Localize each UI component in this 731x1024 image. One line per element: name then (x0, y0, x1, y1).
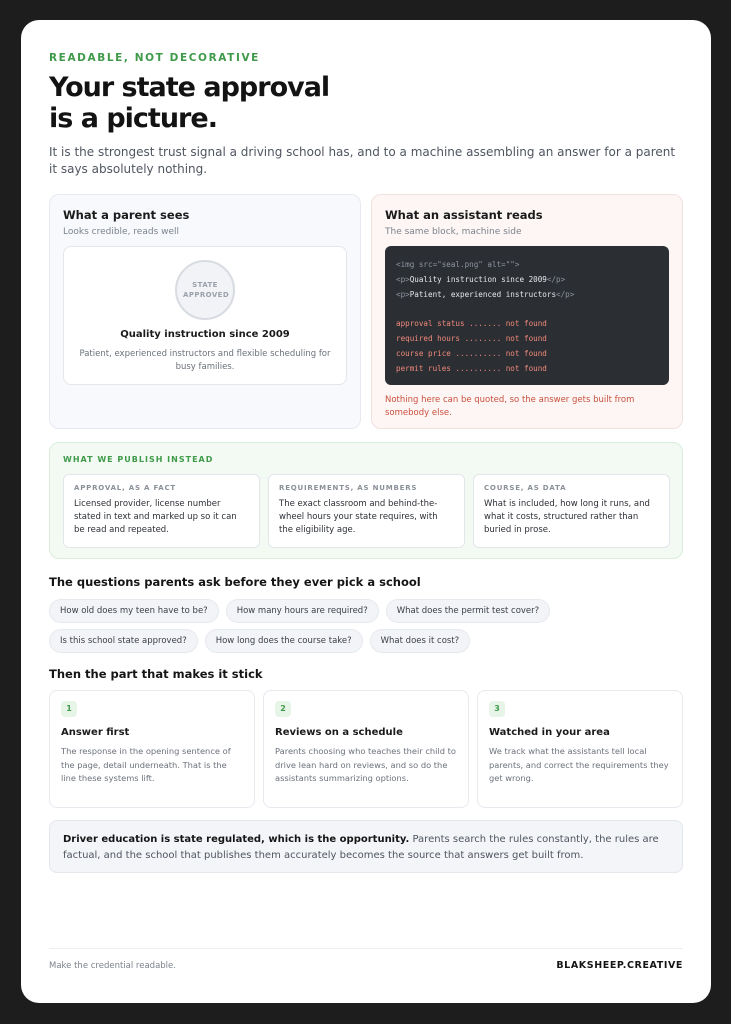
title-line-2: is a picture. (49, 103, 217, 134)
step-number: 1 (61, 701, 77, 717)
code-line: <p>Patient, experienced instructors</p> (396, 290, 575, 299)
code-result-line: course price .......... not found (396, 349, 547, 358)
card-label: COURSE, AS DATA (484, 484, 567, 492)
question-chips-row-1 (49, 599, 683, 623)
step-title: Reviews on a schedule (275, 727, 403, 738)
panel-title: What an assistant reads (385, 208, 543, 222)
assistant-view-panel (371, 194, 683, 429)
step-number: 2 (275, 701, 291, 717)
card-body: Licensed provider, license number stated in text and marked up so it can be read and repeated. (74, 499, 237, 535)
title-line-1: Your state approval (49, 72, 330, 103)
card-label: APPROVAL, AS A FACT (74, 484, 177, 492)
step-body: The response in the opening sentence of the page, detail underneath. That is the line these systems lift. (61, 746, 231, 783)
panel-subtitle: Looks credible, reads well (63, 227, 180, 237)
website-preview (63, 246, 347, 385)
preview-headline: Quality instruction since 2009 (120, 329, 290, 340)
step-card (477, 690, 683, 808)
code-result-line: approval status ....... not found (396, 319, 547, 328)
card-body: The exact classroom and behind-the-wheel hours your state requires, with the eligibility age. (279, 499, 438, 535)
card-label: REQUIREMENTS, AS NUMBERS (279, 484, 418, 492)
footer-tagline: Make the credential readable. (49, 961, 176, 971)
code-line: <img src="seal.png" alt=""> (396, 260, 520, 269)
lede: It is the strongest trust signal a driving school has, and to a machine assembling an answer for a parent it says absolutely nothing. (49, 145, 676, 176)
question-chip: What does the permit test cover? (386, 599, 550, 623)
panel-subtitle: The same block, machine side (385, 227, 522, 237)
step-title: Watched in your area (489, 727, 610, 738)
seal-text: STATE APPROVED (183, 281, 230, 299)
steps (49, 690, 683, 808)
question-chip: How long does the course take? (205, 629, 363, 653)
question-chip: How many hours are required? (226, 599, 379, 623)
step-card (49, 690, 255, 808)
section-label: WHAT WE PUBLISH INSTEAD (63, 455, 214, 464)
stick-title: Then the part that makes it stick (49, 667, 263, 681)
question-chip: How old does my teen have to be? (49, 599, 219, 623)
parent-view-panel (49, 194, 361, 429)
code-block (385, 246, 669, 385)
panel-footnote: Nothing here can be quoted, so the answer gets built from somebody else. (385, 395, 635, 418)
code-result-line: permit rules .......... not found (396, 364, 547, 373)
publish-card (63, 474, 260, 548)
step-card (263, 690, 469, 808)
callout-rest: Parents search the rules constantly, the rules are factual, and the school that publishes them accurately becomes the source that answers get built from. (63, 834, 659, 861)
publish-instead-section (49, 442, 683, 559)
footer-brand: BLAKSHEEP.CREATIVE (556, 960, 683, 971)
page-title (49, 72, 649, 134)
card-body: What is included, how long it runs, and what it costs, structured rather than buried in prose. (484, 499, 650, 535)
questions-title: The questions parents ask before they ever pick a school (49, 575, 421, 589)
step-title: Answer first (61, 727, 130, 738)
preview-body: Patient, experienced instructors and flexible scheduling for busy families. (79, 349, 331, 372)
step-body: We track what the assistants tell local parents, and correct the requirements they get wrong. (489, 746, 669, 783)
publish-card (473, 474, 670, 548)
question-chips-row-2 (49, 629, 683, 653)
panel-title: What a parent sees (63, 208, 190, 222)
publish-cards (63, 474, 670, 548)
callout-lead: Driver education is state regulated, which is the opportunity. (63, 834, 410, 845)
question-chip: What does it cost? (370, 629, 471, 653)
page (21, 20, 711, 1003)
step-body: Parents choosing who teaches their child to drive lean hard on reviews, and so do the assistants summarizing options. (275, 746, 456, 783)
callout (49, 820, 683, 873)
code-result-line: required hours ........ not found (396, 334, 547, 343)
code-line: <p>Quality instruction since 2009</p> (396, 275, 566, 284)
publish-card (268, 474, 465, 548)
state-approved-seal (175, 260, 235, 320)
eyebrow: READABLE, NOT DECORATIVE (49, 52, 260, 64)
question-chip: Is this school state approved? (49, 629, 198, 653)
footer-divider (49, 948, 683, 949)
step-number: 3 (489, 701, 505, 717)
